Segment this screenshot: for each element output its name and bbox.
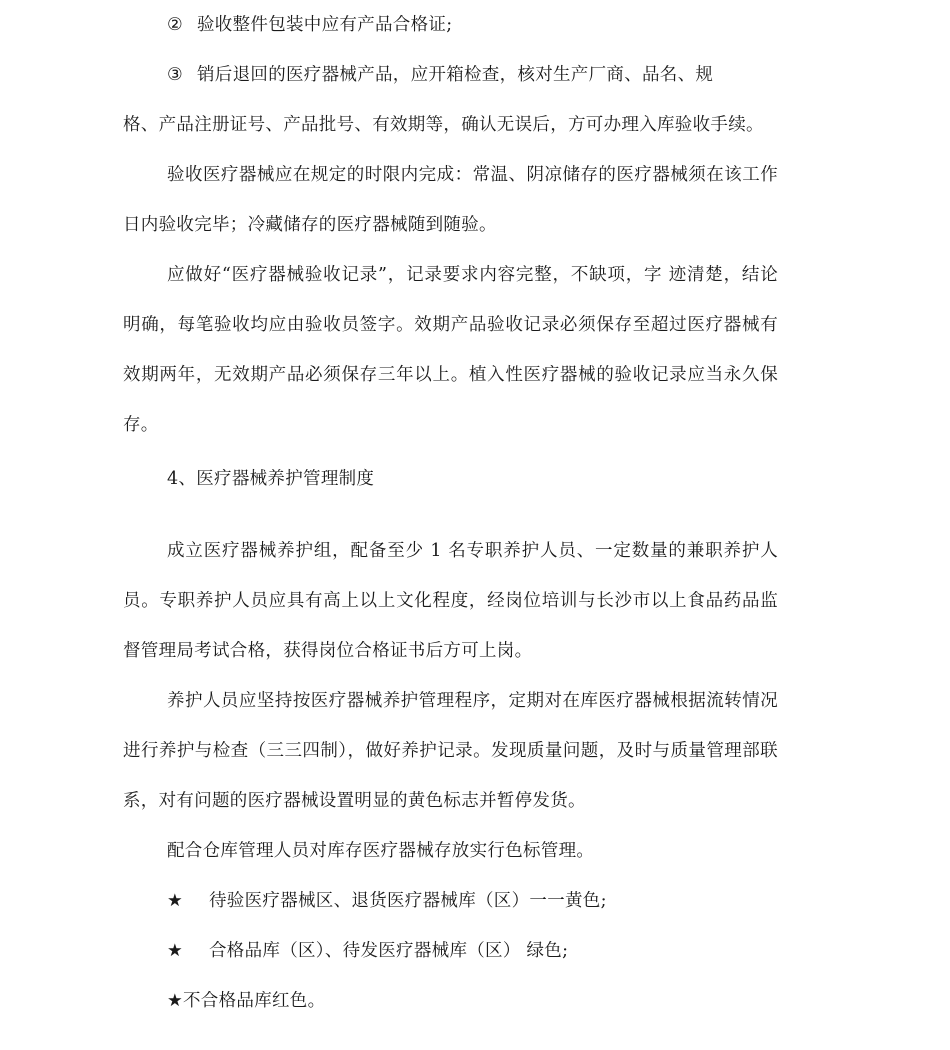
section-heading: 4、医疗器械养护管理制度 [167, 469, 375, 489]
star-item-red-text: 不合格品库红色。 [183, 991, 326, 1011]
star-item-green [123, 926, 778, 976]
paragraph-maintenance: 养护人员应坚持按医疗器械养护管理程序，定期对在库医疗器械根据流转情况进行养护与检查（三三四制），做好养护记录。发现质量问题，及时与质量管理部联系，对有问题的医疗器械设置明显的黄色标志并暂停发货。 [123, 691, 778, 811]
list-item-3-text: 销后退回的医疗器械产品，应开箱检查，核对生产厂商、品名、规 [197, 65, 714, 85]
list-item-3 [123, 50, 778, 100]
star-item-red [123, 976, 778, 1026]
circled-number-2: ② [167, 15, 183, 35]
paragraph-records: 应做好“医疗器械验收记录”，记录要求内容完整，不缺项，字 迹清楚，结论明确，每笔验收均应由验收员签字。效期产品验收记录必须保存至超过医疗器械有效期两年，无效期产品必须保存三年以上。植入性医疗器械的验收记录应当永久保存。 [123, 265, 778, 435]
star-icon: ★ [167, 991, 183, 1011]
star-item-yellow [123, 876, 778, 926]
star-item-yellow-text: 待验医疗器械区、退货医疗器械库（区）一一黄色; [209, 891, 607, 911]
circled-number-3: ③ [167, 65, 183, 85]
paragraph-team: 成立医疗器械养护组，配备至少 1 名专职养护人员、一定数量的兼职养护人员。专职养护人员应具有高上以上文化程度，经岗位培训与长沙市以上食品药品监督管理局考试合格，获得岗位合格证书后方可上岗。 [123, 541, 778, 661]
list-item-2-text: 验收整件包装中应有产品合格证; [197, 15, 453, 35]
star-icon: ★ [167, 891, 183, 911]
star-icon: ★ [167, 941, 183, 961]
document-body [123, 0, 778, 1026]
paragraph-time-limit: 验收医疗器械应在规定的时限内完成：常温、阴凉储存的医疗器械须在该工作日内验收完毕；冷藏储存的医疗器械随到随验。 [123, 165, 778, 235]
list-item-3-continuation: 格、产品注册证号、产品批号、有效期等，确认无误后，方可办理入库验收手续。 [123, 115, 764, 135]
list-item-2 [123, 0, 778, 50]
paragraph-color-management: 配合仓库管理人员对库存医疗器械存放实行色标管理。 [167, 841, 595, 861]
star-item-green-text: 合格品库（区）、待发医疗器械库（区） 绿色; [209, 941, 569, 961]
